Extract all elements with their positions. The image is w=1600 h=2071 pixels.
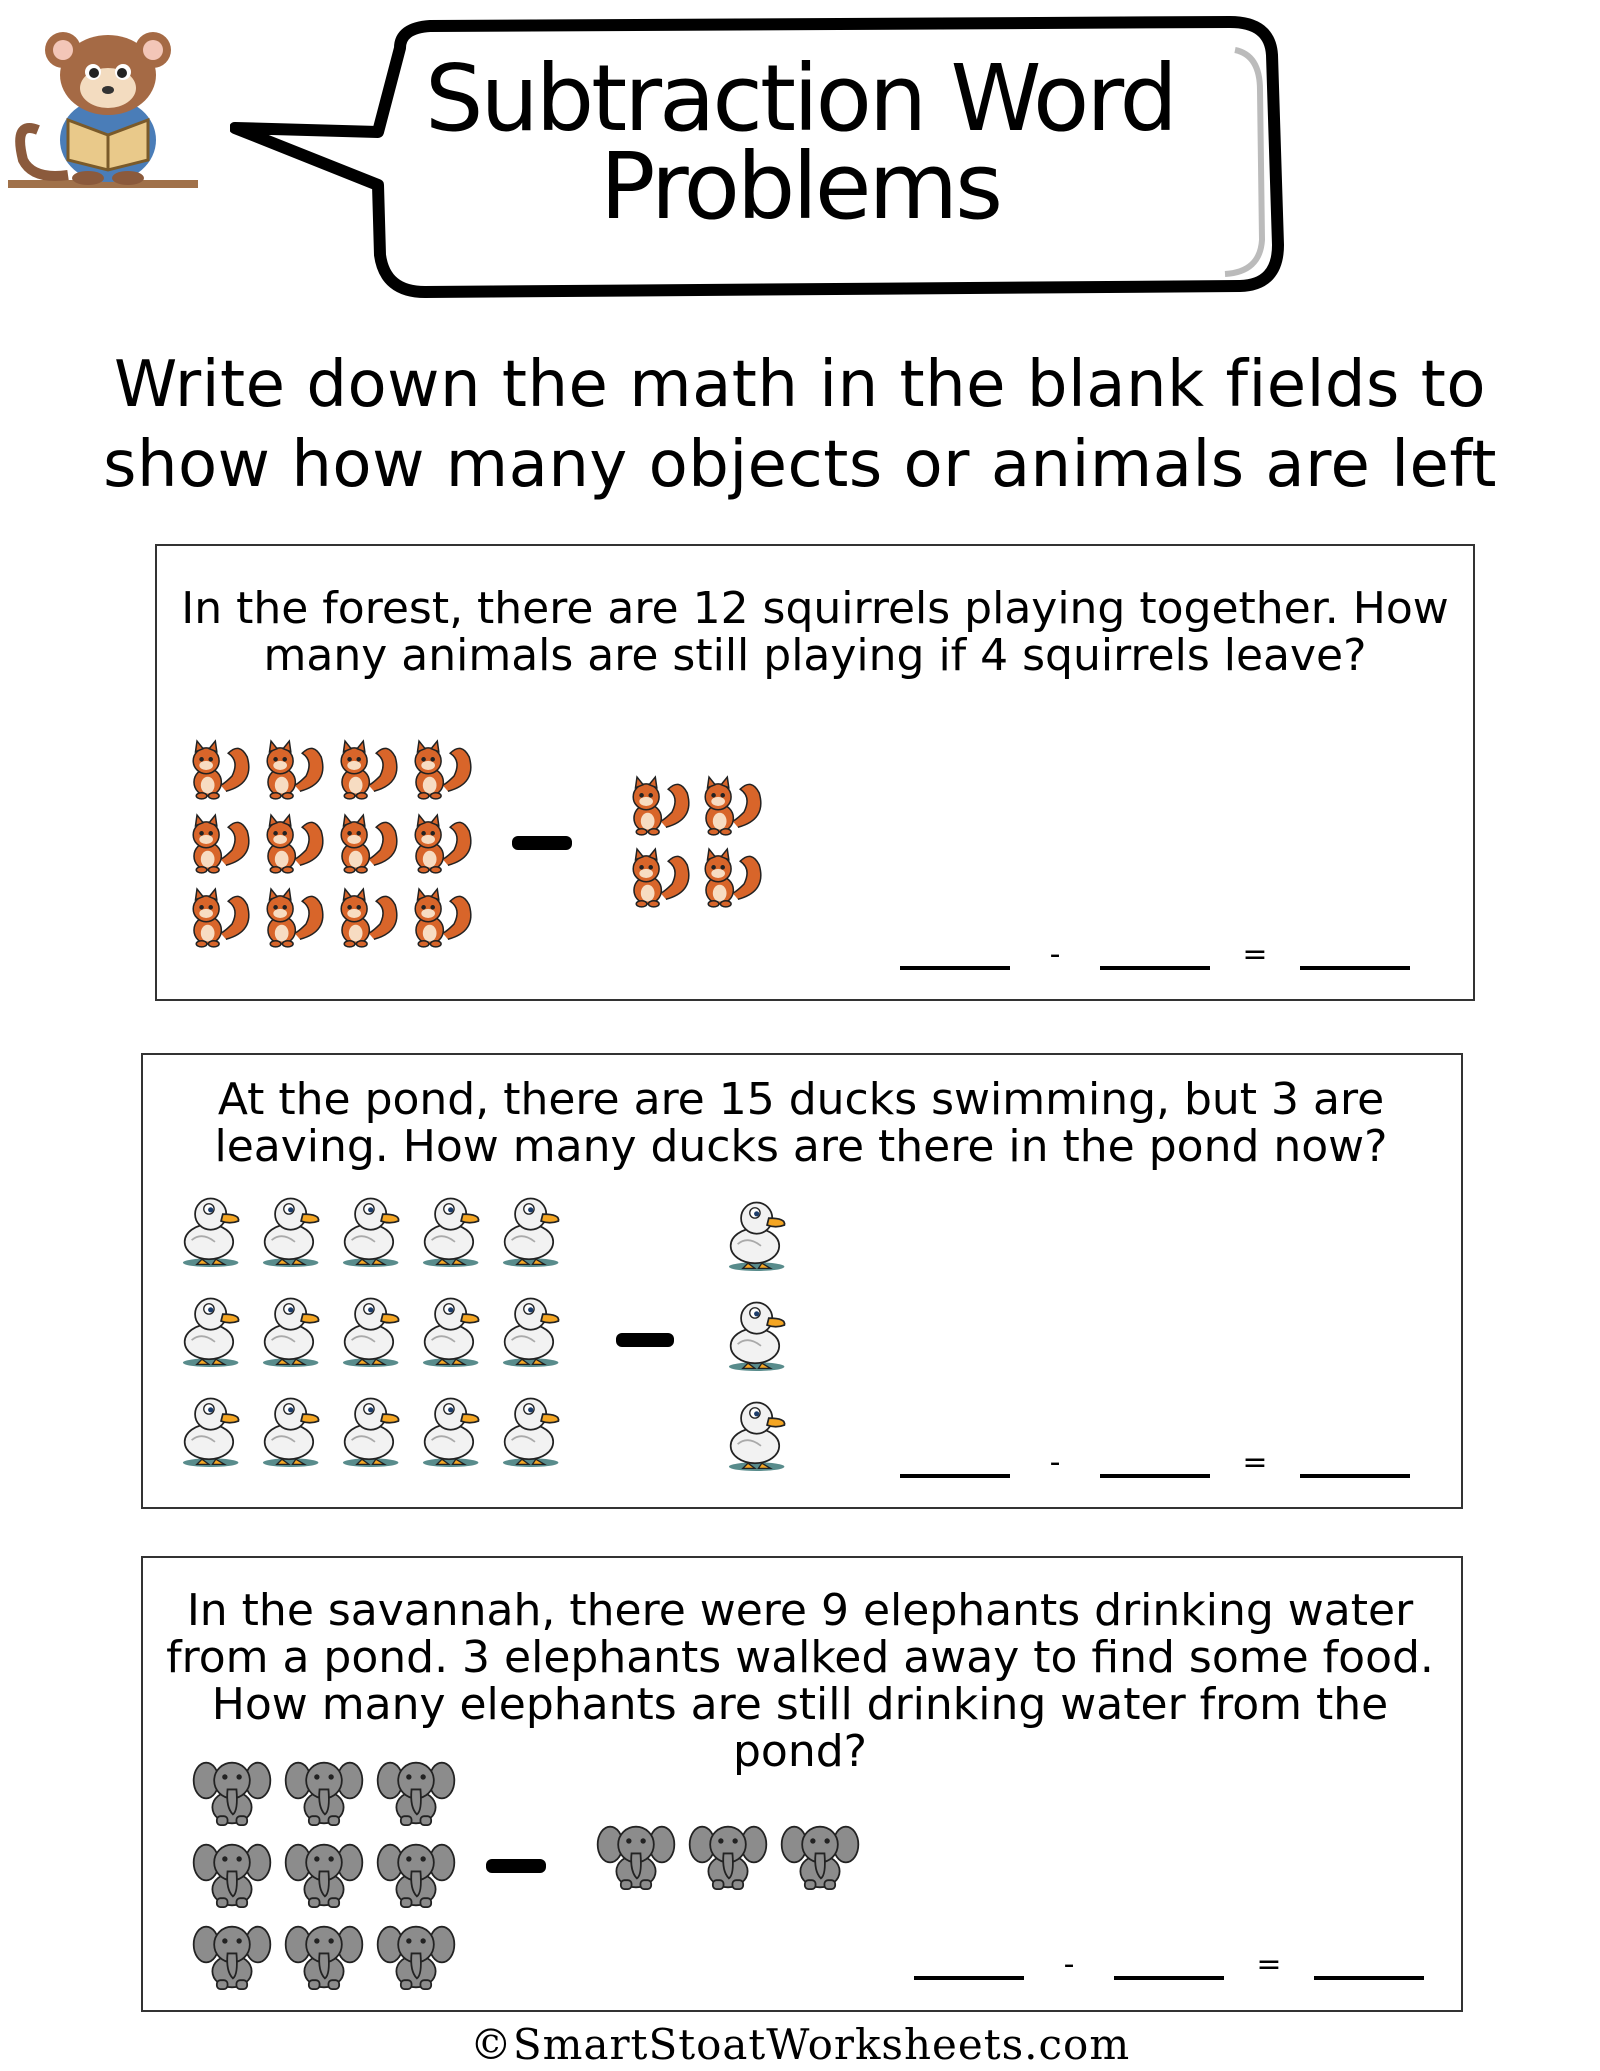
answer-blank-removed[interactable] bbox=[1100, 1464, 1210, 1478]
duck-icon bbox=[336, 1280, 414, 1376]
duck-icon bbox=[176, 1280, 254, 1376]
duck-icon bbox=[416, 1280, 494, 1376]
problem-1-minus-sign bbox=[512, 836, 572, 850]
duck-icon bbox=[496, 1380, 574, 1476]
duck-icon bbox=[176, 1380, 254, 1476]
duck-icon bbox=[176, 1180, 254, 1276]
squirrel-icon bbox=[690, 774, 760, 844]
duck-icon bbox=[256, 1280, 334, 1376]
answer-blank-total[interactable] bbox=[900, 956, 1010, 970]
elephant-icon bbox=[278, 1916, 370, 1998]
problem-2-answer-row bbox=[900, 1445, 1410, 1480]
equals-label: = bbox=[1242, 937, 1268, 972]
answer-blank-result[interactable] bbox=[1314, 1966, 1424, 1980]
problem-2-question: At the pond, there are 15 ducks swimming, but 3 are leaving. How many ducks are there in the pond now? bbox=[214, 1074, 1388, 1172]
problem-1-group-removed bbox=[618, 774, 768, 920]
duck-icon bbox=[416, 1180, 494, 1276]
minus-label: - bbox=[1049, 937, 1061, 972]
elephant-icon bbox=[370, 1916, 462, 1998]
problem-1-answer-row bbox=[900, 937, 1410, 972]
squirrel-icon bbox=[400, 738, 470, 808]
instructions: Write down the math in the blank fields to show how many objects or animals are left bbox=[103, 348, 1497, 502]
problem-1-question: In the forest, there are 12 squirrels playing together. How many animals are still playing if 4 squirrels leave? bbox=[181, 583, 1449, 681]
elephant-icon bbox=[370, 1752, 462, 1834]
squirrel-icon bbox=[326, 738, 396, 808]
duck-icon bbox=[336, 1380, 414, 1476]
minus-label: - bbox=[1063, 1947, 1075, 1982]
duck-icon bbox=[256, 1180, 334, 1276]
problem-3-group-removed bbox=[590, 1816, 870, 1906]
squirrel-icon bbox=[326, 812, 396, 882]
elephant-icon bbox=[682, 1816, 774, 1898]
squirrel-icon bbox=[252, 738, 322, 808]
stoat-reading-book-icon bbox=[8, 10, 198, 195]
problem-2-minus-sign bbox=[616, 1333, 674, 1347]
squirrel-icon bbox=[400, 812, 470, 882]
answer-blank-result[interactable] bbox=[1300, 956, 1410, 970]
equals-label: = bbox=[1242, 1445, 1268, 1480]
page-title bbox=[390, 45, 1210, 240]
squirrel-icon bbox=[252, 812, 322, 882]
answer-blank-total[interactable] bbox=[900, 1464, 1010, 1478]
duck-icon bbox=[722, 1384, 800, 1480]
problem-2-group-total bbox=[176, 1180, 576, 1480]
squirrel-icon bbox=[618, 846, 688, 916]
minus-label: - bbox=[1049, 1445, 1061, 1480]
squirrel-icon bbox=[400, 886, 470, 956]
answer-blank-total[interactable] bbox=[914, 1966, 1024, 1980]
squirrel-icon bbox=[326, 886, 396, 956]
squirrel-icon bbox=[178, 738, 248, 808]
duck-icon bbox=[722, 1284, 800, 1380]
duck-icon bbox=[256, 1380, 334, 1476]
duck-icon bbox=[496, 1280, 574, 1376]
squirrel-icon bbox=[252, 886, 322, 956]
equals-label: = bbox=[1256, 1947, 1282, 1982]
problem-3-minus-sign bbox=[486, 1859, 546, 1873]
elephant-icon bbox=[186, 1834, 278, 1916]
elephant-icon bbox=[774, 1816, 866, 1898]
duck-icon bbox=[496, 1180, 574, 1276]
duck-icon bbox=[722, 1184, 800, 1280]
problem-3-answer-row bbox=[914, 1947, 1424, 1982]
elephant-icon bbox=[186, 1752, 278, 1834]
problem-3-question: In the savannah, there were 9 elephants drinking water from a pond. 3 elephants walked away to find some food. How many elephants are still drinking water from the pond? bbox=[166, 1585, 1434, 1777]
duck-icon bbox=[416, 1380, 494, 1476]
problem-2-group-removed bbox=[722, 1184, 802, 1484]
squirrel-icon bbox=[690, 846, 760, 916]
duck-icon bbox=[336, 1180, 414, 1276]
problem-1-group-total bbox=[178, 738, 478, 958]
elephant-icon bbox=[590, 1816, 682, 1898]
elephant-icon bbox=[278, 1834, 370, 1916]
squirrel-icon bbox=[178, 812, 248, 882]
title-line-1: Subtraction Word bbox=[425, 45, 1175, 152]
title-line-2: Problems bbox=[599, 133, 1001, 240]
elephant-icon bbox=[370, 1834, 462, 1916]
squirrel-icon bbox=[618, 774, 688, 844]
answer-blank-removed[interactable] bbox=[1100, 956, 1210, 970]
answer-blank-result[interactable] bbox=[1300, 1464, 1410, 1478]
problem-3-group-total bbox=[186, 1752, 468, 1992]
elephant-icon bbox=[186, 1916, 278, 1998]
squirrel-icon bbox=[178, 886, 248, 956]
copyright-footer: ©SmartStoatWorksheets.com bbox=[469, 2020, 1131, 2069]
answer-blank-removed[interactable] bbox=[1114, 1966, 1224, 1980]
elephant-icon bbox=[278, 1752, 370, 1834]
